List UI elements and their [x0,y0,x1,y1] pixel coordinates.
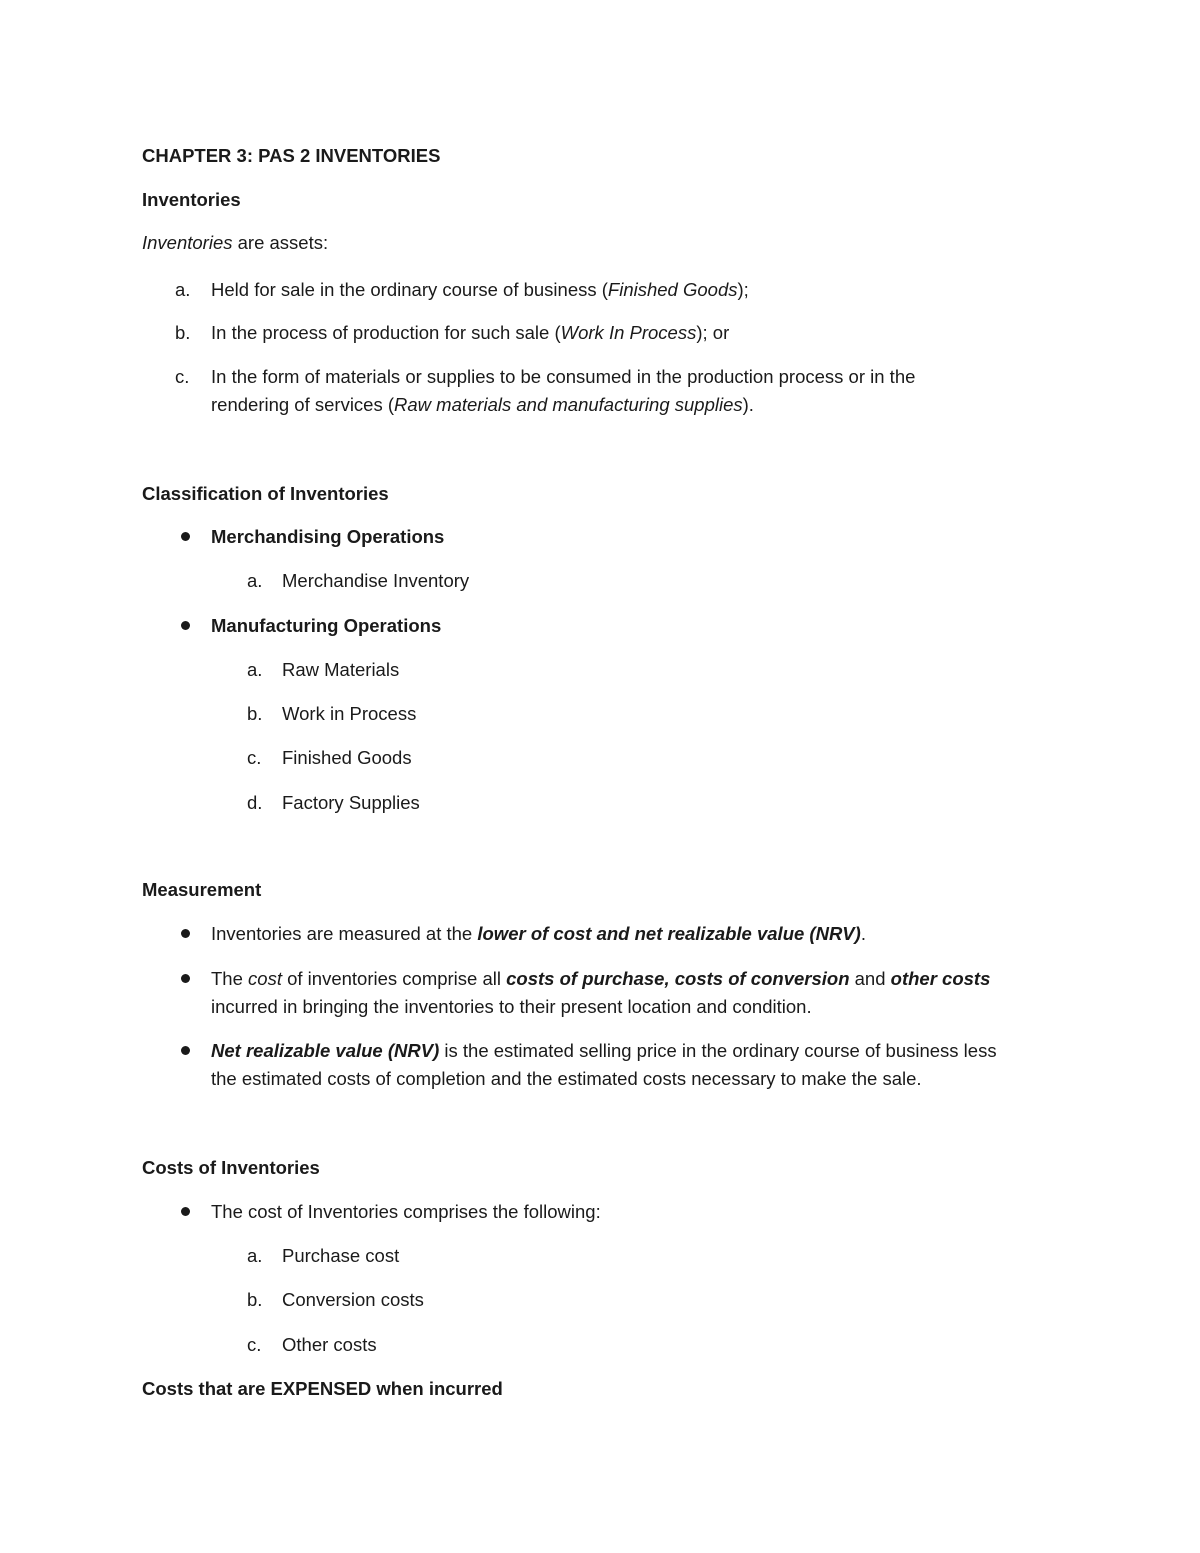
sub-marker: a. [247,1245,263,1266]
sub-marker: c. [247,1334,262,1355]
sub-item-text: Raw Materials [282,659,400,680]
group-label: Merchandising Operations [211,526,445,547]
expensed-heading: Costs that are EXPENSED when incurred [142,1378,503,1399]
sub-marker: d. [247,792,263,813]
bullet-icon [181,1207,190,1216]
bullet-text-cont: the estimated costs of completion and the estimated costs necessary to make the sale. [211,1068,922,1089]
bullet-icon [181,929,190,938]
list-marker: a. [175,279,191,300]
group-label: Manufacturing Operations [211,615,442,636]
bullet-icon [181,974,190,983]
bullet-text: The cost of Inventories comprises the following: [211,1201,601,1222]
sub-item-text: Work in Process [282,703,417,724]
bullet-icon [181,532,190,541]
sub-item-text: Finished Goods [282,747,412,768]
sub-marker: b. [247,703,263,724]
bullet-text: The cost of inventories comprise all costs of purchase, costs of conversion and other costs [211,968,991,989]
sub-item-text: Factory Supplies [282,792,420,813]
list-marker: c. [175,366,190,387]
classification-heading: Classification of Inventories [142,483,389,504]
sub-marker: c. [247,747,262,768]
sub-item-text: Conversion costs [282,1289,424,1310]
chapter-title: CHAPTER 3: PAS 2 INVENTORIES [142,145,441,166]
sub-marker: a. [247,570,263,591]
inventories-heading: Inventories [142,189,241,210]
bullet-text: Inventories are measured at the lower of cost and net realizable value (NRV). [211,923,866,944]
costs-heading: Costs of Inventories [142,1157,320,1178]
bullet-icon [181,621,190,630]
list-item-text-cont: rendering of services (Raw materials and manufacturing supplies). [211,394,754,415]
sub-item-text: Purchase cost [282,1245,400,1266]
sub-marker: b. [247,1289,263,1310]
bullet-icon [181,1046,190,1055]
inventories-intro [142,229,328,257]
measurement-heading: Measurement [142,879,262,900]
list-marker: b. [175,322,191,343]
intro-rest: are assets: [232,232,329,253]
bullet-text: Net realizable value (NRV) is the estimated selling price in the ordinary course of business less [211,1040,997,1061]
list-item-text: Held for sale in the ordinary course of business (Finished Goods); [211,279,749,300]
bullet-text-cont: incurred in bringing the inventories to their present location and condition. [211,996,812,1017]
sub-marker: a. [247,659,263,680]
sub-item-text: Other costs [282,1334,377,1355]
list-item-text: In the form of materials or supplies to be consumed in the production process or in the [211,366,916,387]
list-item-text: In the process of production for such sale (Work In Process); or [211,322,730,343]
sub-item-text: Merchandise Inventory [282,570,470,591]
intro-term: Inventories [142,232,233,253]
